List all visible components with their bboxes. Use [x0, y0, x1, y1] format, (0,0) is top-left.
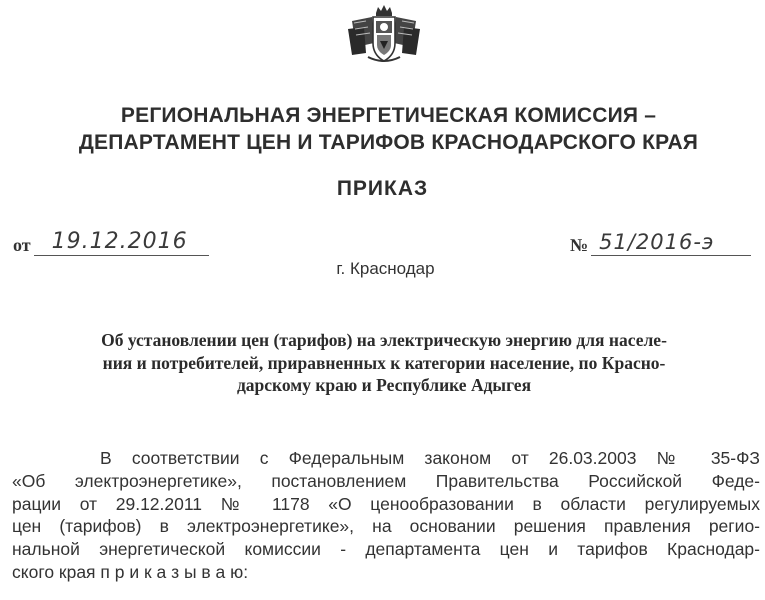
body-line: «Об электроэнергетике», постановлением Правительства Российской Феде-	[12, 470, 760, 491]
body-line: нальной энергетической комиссии - департамента цен и тарифов Краснодар-	[12, 539, 760, 560]
body-line: цен (тарифов) в электроэнергетике», на основании решения правления регио-	[12, 516, 760, 537]
number-handwritten-value: 51/2016-э	[599, 230, 715, 254]
document-type-title: ПРИКАЗ	[336, 177, 429, 200]
city: г. Краснодар	[336, 259, 435, 278]
date-field	[34, 228, 209, 256]
subject-line: ния и потребителей, приравненных к категории население, по Красно-	[102, 352, 666, 373]
subject-line: Об установлении цен (тарифов) на электрическую энергию для населе-	[101, 330, 667, 350]
subject-line: дарскому краю и Республике Адыгея	[236, 375, 532, 395]
order-number	[570, 228, 751, 258]
order-body	[12, 447, 760, 584]
coat-of-arms-icon	[346, 3, 422, 65]
number-field	[591, 228, 751, 256]
body-line: В соответствии с Федеральным законом от 26.03.2003 № 35-ФЗ	[100, 448, 760, 468]
order-subject	[28, 329, 740, 397]
body-line: рации от 29.12.2011 № 1178 «О ценообразовании в области регулируемых	[12, 493, 760, 514]
number-prefix: №	[570, 235, 589, 255]
date-handwritten-value: 19.12.2016	[51, 229, 188, 254]
order-date	[13, 228, 209, 258]
date-prefix: от	[13, 235, 31, 255]
body-line: ского края п р и к а з ы в а ю:	[12, 561, 249, 582]
organization-name-line-1: РЕГИОНАЛЬНАЯ ЭНЕРГЕТИЧЕСКАЯ КОМИССИЯ –	[120, 104, 657, 127]
organization-name-line-2: ДЕПАРТАМЕНТ ЦЕН И ТАРИФОВ КРАСНОДАРСКОГО КРАЯ	[78, 131, 699, 154]
